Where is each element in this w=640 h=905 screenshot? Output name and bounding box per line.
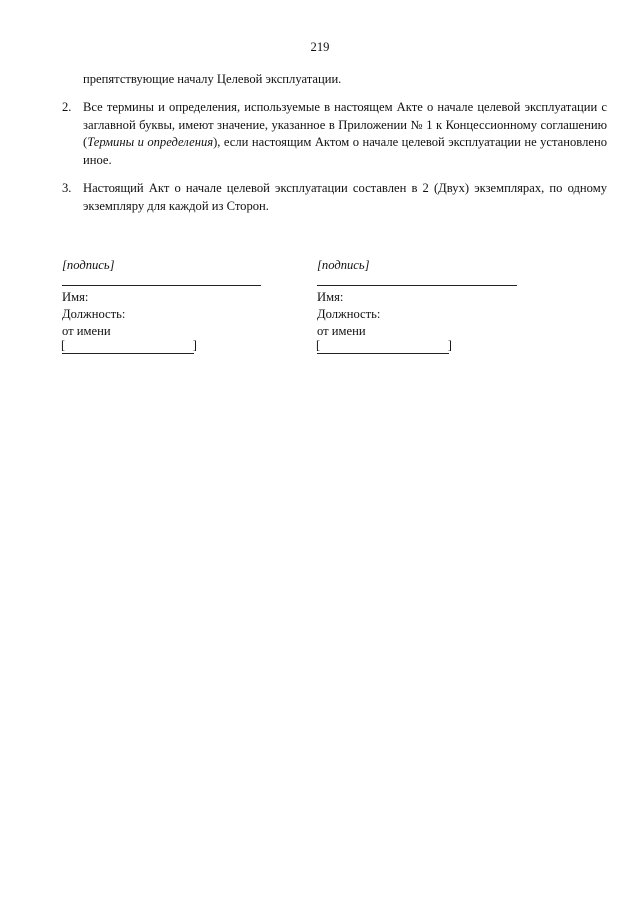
signature-caption: [подпись]: [317, 258, 370, 272]
continuation-text: препятствующие началу Целевой эксплуатации.: [83, 72, 342, 86]
signature-line: [62, 285, 261, 286]
position-label: Должность:: [62, 307, 126, 321]
bracket-open: [: [61, 338, 66, 352]
signature-line: [317, 285, 517, 286]
clause-text: Все термины и определения, используемые в настоящем Акте о начале целевой эксплуатации с заглавной буквы, имеют значение, указанное в Приложении № 1 к Концессионному соглашению (: [83, 100, 607, 149]
clause-2: [62, 99, 607, 169]
clause-text: Настоящий Акт о начале целевой эксплуатации составлен в 2 (Двух) экземплярах, по одному экземпляру для каждой из Сторон.: [83, 181, 607, 213]
page-number: 219: [310, 40, 330, 54]
on-behalf-label: от имени: [317, 324, 366, 338]
clause-number: 2.: [62, 100, 72, 114]
on-behalf-label: от имени: [62, 324, 111, 338]
clause-number: 3.: [62, 181, 72, 195]
bracket-close: ]: [447, 338, 452, 352]
clause-body: [83, 99, 607, 169]
bracket-close: ]: [192, 338, 197, 352]
signature-block-left: [62, 257, 272, 354]
signature-block-right: [317, 257, 527, 354]
clause-italic-term: Термины и определения: [87, 135, 214, 149]
clause-text-end: ), если настоящим Актом о начале целевой эксплуатации не установлено иное.: [83, 135, 607, 167]
name-label: Имя:: [317, 290, 344, 304]
clause-body: [83, 180, 607, 215]
name-label: Имя:: [62, 290, 89, 304]
party-name-blank: [316, 338, 452, 354]
party-name-blank: [61, 338, 197, 354]
position-label: Должность:: [317, 307, 381, 321]
bracket-open: [: [316, 338, 321, 352]
signature-caption: [подпись]: [62, 258, 115, 272]
clause-3: [62, 180, 607, 215]
